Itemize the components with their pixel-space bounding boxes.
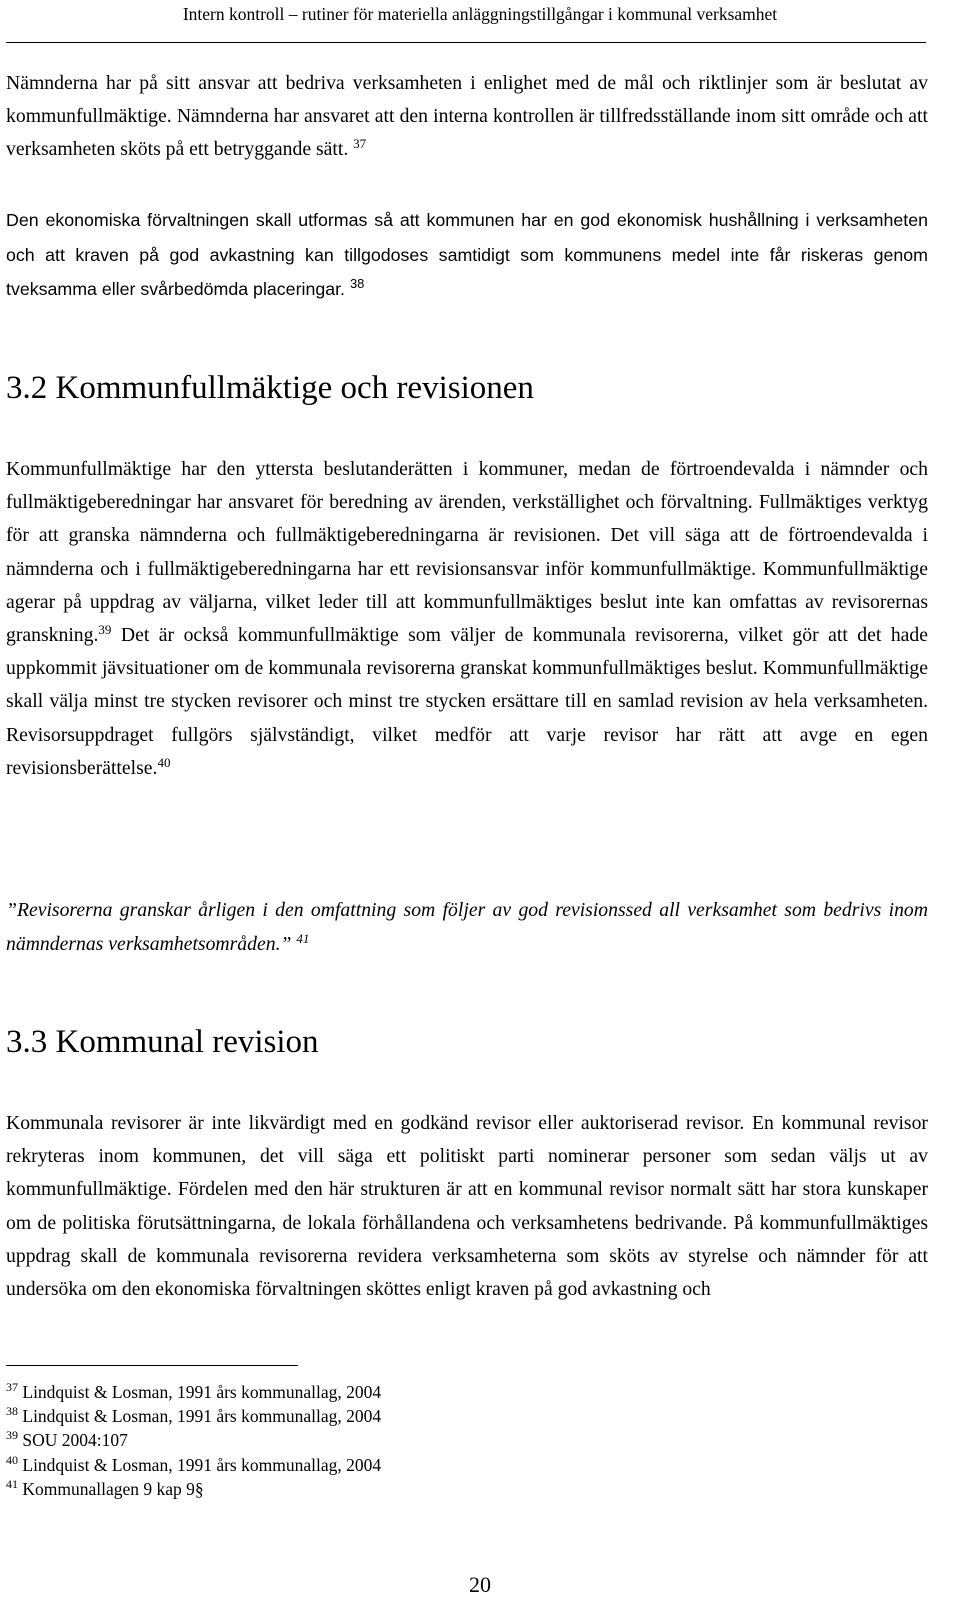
footnote-ref-40[interactable]: 40 xyxy=(157,754,171,770)
footnote-ref-37[interactable]: 37 xyxy=(353,136,367,152)
footnote-number: 39 xyxy=(6,1428,18,1443)
footnote-item xyxy=(6,1477,606,1501)
paragraph-text: Den ekonomiska förvaltningen skall utformas så att kommunen har en god ekonomisk hushållning i verksamheten och att kraven på god avkastning kan tillgodoses samtidigt som kommunens medel inte får riskeras genom tveksamma eller svårbedömda placeringar. xyxy=(6,210,928,299)
quote-text: ”Revisorerna granskar årligen i den omfattning som följer av god revisionssed all verksamhet som bedrivs inom nämndernas verksamhetsområden.” xyxy=(6,899,928,955)
footnote-ref-41[interactable]: 41 xyxy=(296,930,310,946)
footnote-number: 40 xyxy=(6,1452,18,1467)
footnote-text: Lindquist & Losman, 1991 års kommunallag, 2004 xyxy=(22,1406,382,1427)
paragraph-text: Nämnderna har på sitt ansvar att bedriva verksamheten i enlighet med de mål och riktlinjer som är beslutat av kommunfullmäktige. Nämnderna har ansvaret att den interna kontrollen är tillfredsställande inom sitt område och att verksamheten sköts på ett betryggande sätt. xyxy=(6,72,928,161)
heading-3-2: 3.2 Kommunfullmäktige och revisionen xyxy=(6,370,534,406)
footnote-number: 38 xyxy=(6,1404,18,1419)
footnote-item xyxy=(6,1380,606,1404)
footnote-text: Kommunallagen 9 kap 9§ xyxy=(22,1478,204,1499)
paragraph-text-a: Kommunfullmäktige har den yttersta beslutanderätten i kommuner, medan de förtroendevalda i nämnder och fullmäktigeberedningar har ansvaret för beredning av ärenden, verkställighet och förvaltning. Fullmäktiges verktyg för att granska nämnderna och fullmäktigeberedningarna är revisionen. Det vill säga att de förtroendevalda i nämnderna och i fullmäktigeberedningarna har ett revisionsansvar inför kommunfullmäktige. Kommunfullmäktige agerar på uppdrag av väljarna, vilket leder till att kommunfullmäktiges beslut inte kan omfattas av revisorernas granskning. xyxy=(6,458,928,647)
footnote-text: Lindquist & Losman, 1991 års kommunallag, 2004 xyxy=(22,1454,382,1475)
footnote-number: 41 xyxy=(6,1476,18,1491)
footnote-text: Lindquist & Losman, 1991 års kommunallag, 2004 xyxy=(22,1382,382,1402)
paragraph-ekonomiska-forvaltningen xyxy=(6,203,928,307)
footnote-item xyxy=(6,1404,606,1428)
footnote-item xyxy=(6,1453,606,1477)
header-divider xyxy=(6,42,926,43)
page-number: 20 xyxy=(469,1572,491,1597)
footnotes-list xyxy=(6,1380,606,1501)
footnote-number: 37 xyxy=(6,1379,18,1394)
footnote-ref-39[interactable]: 39 xyxy=(98,621,112,637)
footnote-ref-38[interactable]: 38 xyxy=(349,275,365,291)
paragraph-kommunfullmaktige xyxy=(6,453,928,785)
quote-revisorerna xyxy=(6,894,928,961)
paragraph-text-b: Det är också kommunfullmäktige som väljer de kommunala revisorerna, vilket gör att det hade uppkommit jävsituationer om de kommunala revisorerna granskat kommunfullmäktiges beslut. Kommunfullmäktige skall välja minst tre stycken revisorer och minst tre stycken ersättare till en samlad revision av hela verksamheten. Revisorsuppdraget fullgörs självständigt, vilket medför att varje revisor har rätt att avge en egen revisionsberättelse. xyxy=(6,624,928,779)
paragraph-nämnderna-ansvar xyxy=(6,67,928,167)
paragraph-kommunal-revision: Kommunala revisorer är inte likvärdigt med en godkänd revisor eller auktoriserad revisor. En kommunal revisor rekryteras inom kommunen, det vill säga ett politiskt parti nominerar personer som sedan väljs ut av kommunfullmäktige. Fördelen med den här strukturen är att en kommunal revisor normalt sätt har stora kunskaper om de politiska förutsättningarna, de lokala förhållandena och verksamhetens bedrivande. På kommunfullmäktiges uppdrag skall de kommunala revisorerna revidera verksamheterna som sköts av styrelse och nämnder för att undersöka om den ekonomiska förvaltningen sköttes enligt kraven på god avkastning och xyxy=(6,1112,928,1301)
footnote-text: SOU 2004:107 xyxy=(22,1430,128,1451)
heading-3-3: 3.3 Kommunal revision xyxy=(6,1024,319,1060)
footnote-item xyxy=(6,1428,606,1452)
running-header: Intern kontroll – rutiner för materiella anläggningstillgångar i kommunal verksamhet xyxy=(182,4,778,24)
footnote-divider xyxy=(6,1365,298,1366)
